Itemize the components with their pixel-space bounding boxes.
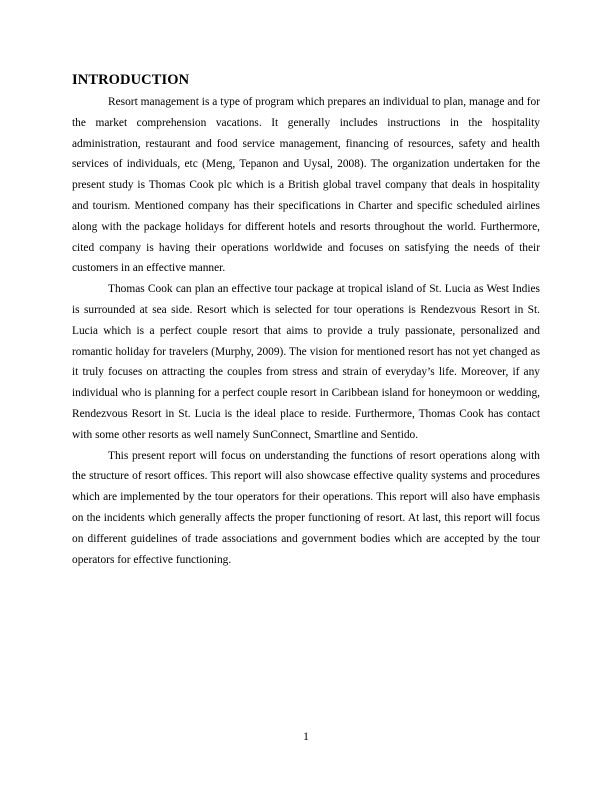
section-heading: INTRODUCTION [72, 72, 190, 88]
page-number: 1 [303, 731, 309, 743]
paragraph-3: This present report will focus on understanding the functions of resort operations along with the structure of resort offices. This report will also showcase effective quality systems and procedures which are implemented by the tour operators for their operations. This report will also have emphasis on the incidents which generally affects the proper functioning of resort. At last, this report will focus on different guidelines of trade associations and government bodies which are accepted by the tour operators for effective functioning. [72, 449, 540, 566]
page-content [72, 70, 540, 570]
paragraph-1: Resort management is a type of program which prepares an individual to plan, manage and for the market comprehension vacations. It generally includes instructions in the hospitality administration, restaurant and food service management, financing of resources, safety and health services of individuals, etc (Meng, Tepanon and Uysal, 2008). The organization undertaken for the present study is Thomas Cook plc which is a British global travel company that deals in hospitality and tourism. Mentioned company has their specifications in Charter and specific scheduled airlines along with the package holidays for different hotels and resorts throughout the world. Furthermore, cited company is having their operations worldwide and focuses on satisfying the needs of their customers in an effective manner. [72, 96, 540, 275]
paragraph-2: Thomas Cook can plan an effective tour package at tropical island of St. Lucia as West Indies is surrounded at sea side. Resort which is selected for tour operations is Rendezvous Resort in St. Lucia which is a perfect couple resort that aims to provide a truly passionate, personalized and romantic holiday for travelers (Murphy, 2009). The vision for mentioned resort has not yet changed as it truly focuses on attracting the couples from stress and strain of everyday’s life. Moreover, if any individual who is planning for a perfect couple resort in Caribbean island for honeymoon or wedding, Rendezvous Resort in St. Lucia is the ideal place to reside. Furthermore, Thomas Cook has contact with some other resorts as well namely SunConnect, Smartline and Sentido. [72, 283, 540, 441]
